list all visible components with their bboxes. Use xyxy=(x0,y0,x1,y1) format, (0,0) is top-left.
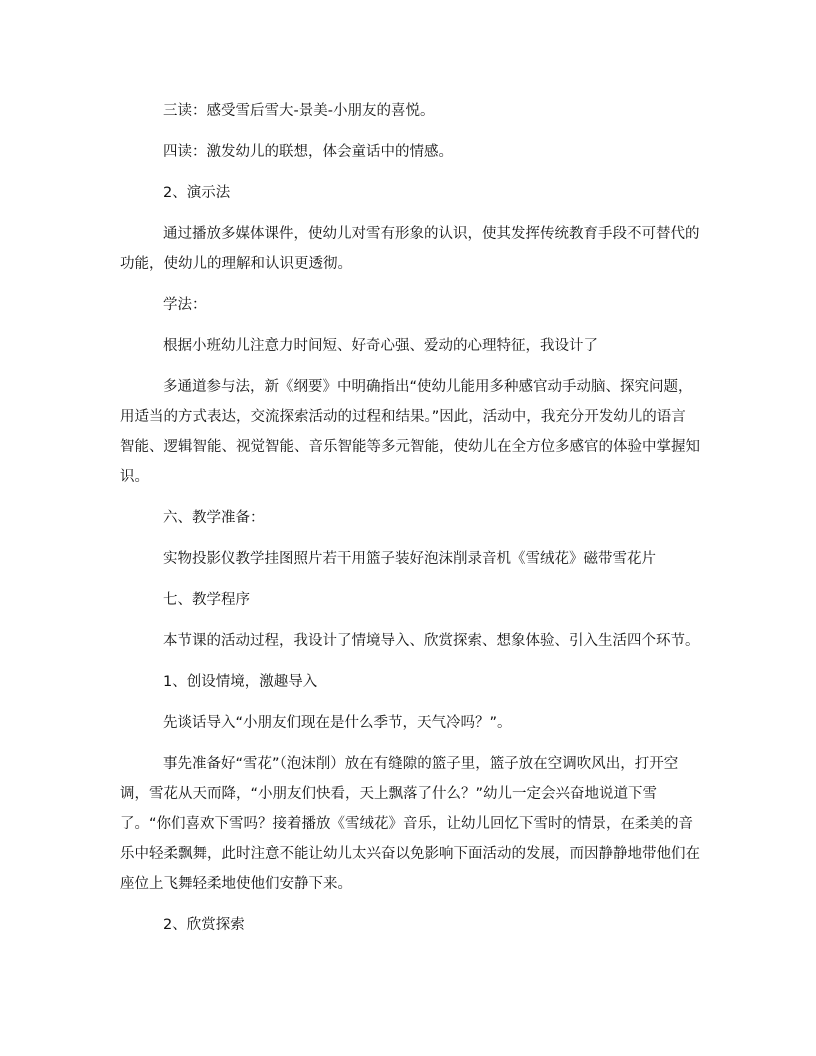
heading-demonstration-method: 2、演示法 xyxy=(163,185,231,201)
heading-scenario-introduction: 1、创设情境，激趣导入 xyxy=(163,674,318,690)
heading-appreciation-exploration: 2、欣赏探索 xyxy=(163,917,245,933)
document-body xyxy=(120,96,700,951)
paragraph-activity-overview: 本节课的活动过程，我设计了情境导入、欣赏探索、想象体验、引入生活四个环节。 xyxy=(163,633,700,649)
heading-teaching-procedure: 七、教学程序 xyxy=(163,592,250,608)
paragraph-conversation-intro: 先谈话导入“小朋友们现在是什么季节，天气冷吗？”。 xyxy=(163,715,512,731)
paragraph-third-reading: 三读：感受雪后雪大-景美-小朋友的喜悦。 xyxy=(163,103,435,119)
heading-learning-method: 学法： xyxy=(163,297,207,313)
paragraph-materials: 实物投影仪教学挂图照片若干用篮子装好泡沫削录音机《雪绒花》磁带雪花片 xyxy=(163,551,656,567)
heading-teaching-preparation: 六、教学准备： xyxy=(163,510,265,526)
paragraph-multimedia: 通过播放多媒体课件，使幼儿对雪有形象的认识，使其发挥传统教育手段不可替代的功能，使幼儿的理解和认识更透彻。 xyxy=(120,226,700,272)
paragraph-multichannel-method: 多通道参与法，新《纲要》中明确指出“使幼儿能用多种感官动手动脑、探究问题，用适当的方式表达，交流探索活动的过程和结果。”因此，活动中，我充分开发幼儿的语言智能、逻辑智能、视觉智能、音乐智能等多元智能，使幼儿在全方位多感官的体验中掌握知识。 xyxy=(120,379,700,485)
paragraph-snow-activity: 事先准备好“雪花”（泡沫削）放在有缝隙的篮子里，篮子放在空调吹风出，打开空调，雪花从天而降，“小朋友们快看，天上飘落了什么？”幼儿一定会兴奋地说道下雪了。“你们喜欢下雪吗？接着播放《雪绒花》音乐，让幼儿回忆下雪时的情景，在柔美的音乐中轻柔飘舞，此时注意不能让幼儿太兴奋以免影响下面活动的发展，而因静静地带他们在座位上飞舞轻柔地使他们安静下来。 xyxy=(120,756,700,892)
paragraph-child-characteristics: 根据小班幼儿注意力时间短、好奇心强、爱动的心理特征，我设计了 xyxy=(163,338,598,354)
paragraph-fourth-reading: 四读：激发幼儿的联想，体会童话中的情感。 xyxy=(163,144,453,160)
